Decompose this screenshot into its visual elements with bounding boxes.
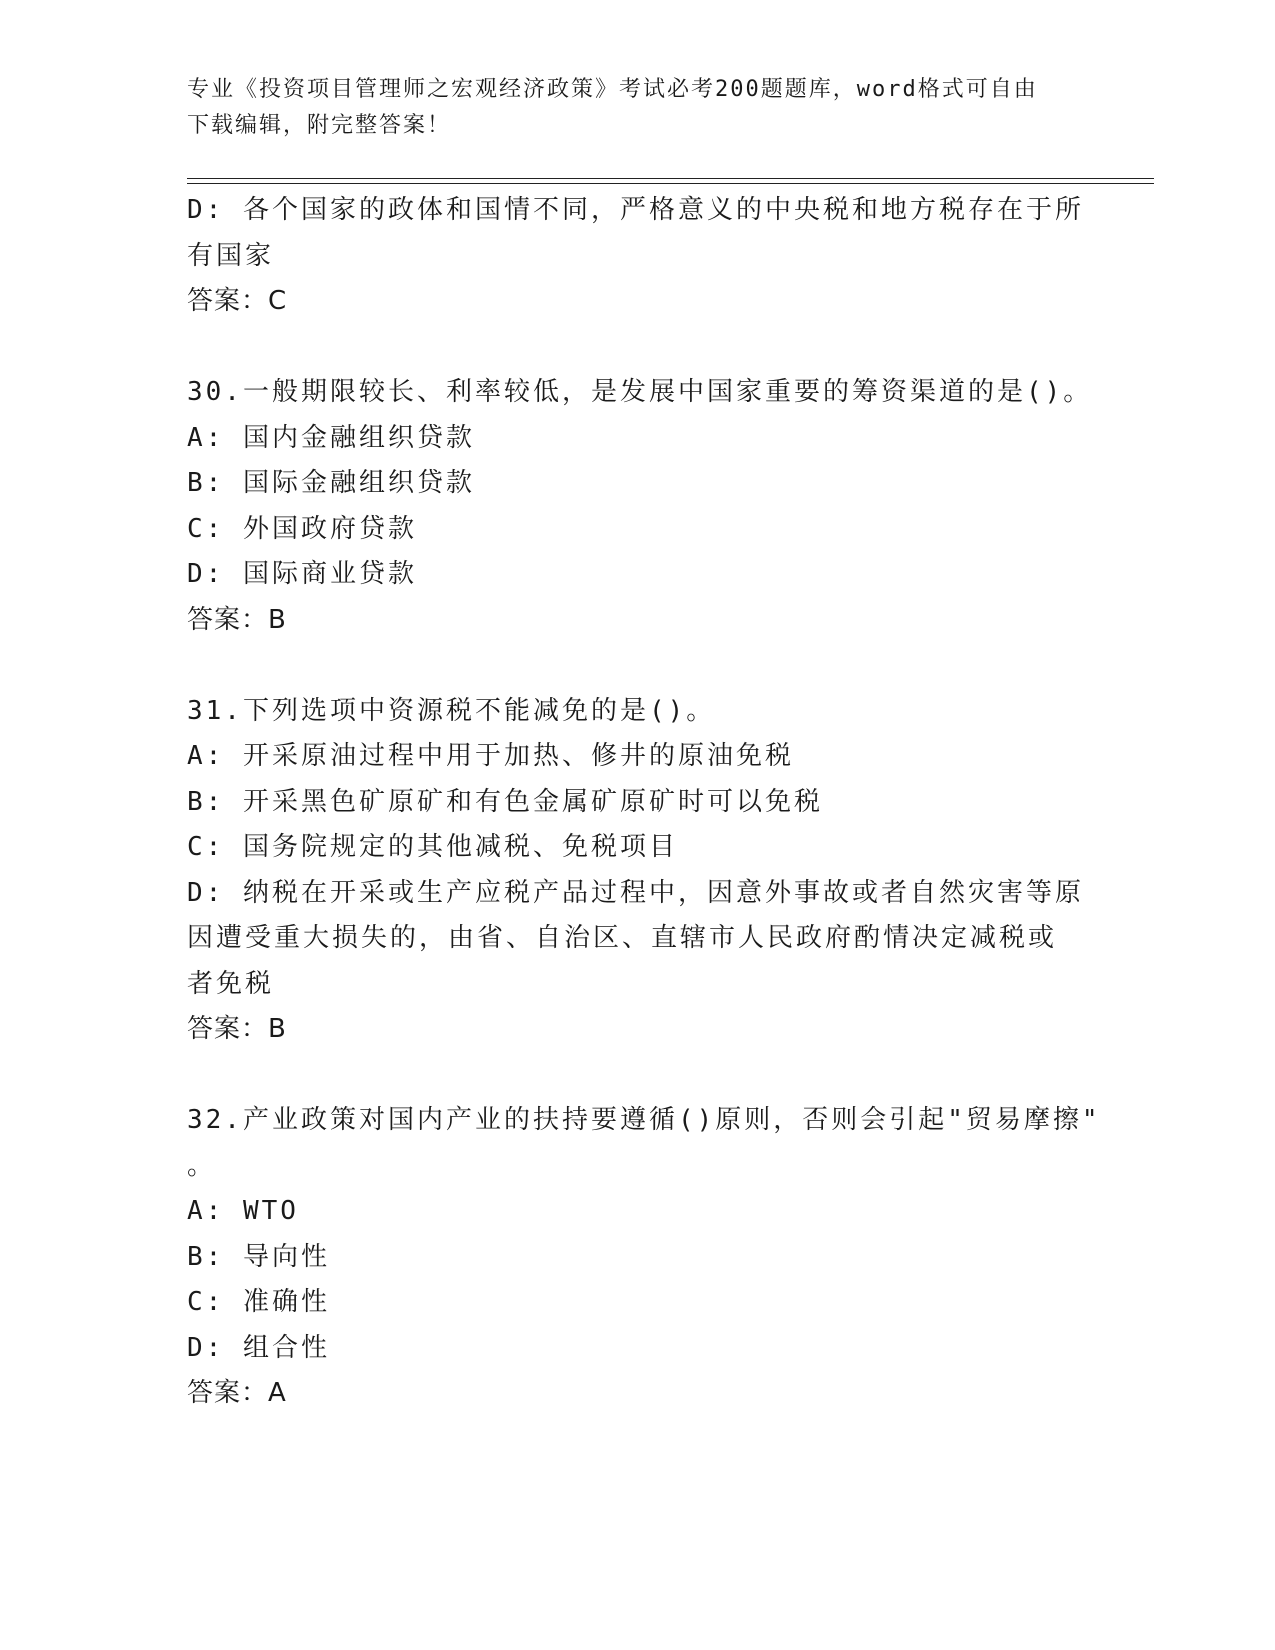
option-d-line: 有国家 bbox=[187, 240, 275, 271]
header-line-2: 下载编辑，附完整答案！ bbox=[187, 113, 452, 138]
header-line-1: 专业《投资项目管理师之宏观经济政策》考试必考200题题库，word格式可自由 bbox=[187, 77, 1038, 102]
answer-label: 答案：B bbox=[187, 1014, 287, 1044]
option-a: A: 国内金融组织贷款 bbox=[187, 422, 475, 453]
answer-label: 答案：A bbox=[187, 1378, 287, 1408]
question-block-31 bbox=[187, 689, 1087, 1053]
option-c: C: 外国政府贷款 bbox=[187, 513, 417, 544]
option-d: D: 纳税在开采或生产应税产品过程中，因意外事故或者自然灾害等原 bbox=[187, 877, 1084, 908]
option-d-line: D: 各个国家的政体和国情不同，严格意义的中央税和地方税存在于所 bbox=[187, 195, 1084, 225]
question-block-30 bbox=[187, 370, 1093, 643]
spacer bbox=[187, 325, 1087, 371]
previous-question-tail bbox=[187, 188, 1087, 325]
question-stem-continuation: 。 bbox=[187, 1150, 217, 1181]
question-list bbox=[187, 188, 1101, 1417]
option-d-continuation: 因遭受重大损失的，由省、自治区、直辖市人民政府酌情决定减税或 bbox=[187, 923, 1058, 953]
option-b: B: 国际金融组织贷款 bbox=[187, 468, 475, 498]
option-d-continuation: 者免税 bbox=[187, 968, 275, 999]
option-b: B: 导向性 bbox=[187, 1241, 330, 1272]
option-b: B: 开采黑色矿原矿和有色金属矿原矿时可以免税 bbox=[187, 786, 823, 817]
option-d: D: 国际商业贷款 bbox=[187, 559, 417, 589]
option-c: C: 准确性 bbox=[187, 1287, 330, 1317]
question-stem: 30.一般期限较长、利率较低，是发展中国家重要的筹资渠道的是()。 bbox=[187, 377, 1093, 407]
spacer bbox=[187, 643, 1087, 689]
header-divider-top bbox=[187, 178, 1154, 179]
option-a: A: 开采原油过程中用于加热、修井的原油免税 bbox=[187, 741, 794, 771]
answer-label: 答案：C bbox=[187, 286, 288, 316]
option-a: A: WTO bbox=[187, 1196, 299, 1226]
option-d: D: 组合性 bbox=[187, 1332, 330, 1363]
question-stem: 32.产业政策对国内产业的扶持要遵循()原则，否则会引起"贸易摩擦" bbox=[187, 1105, 1101, 1135]
option-c: C: 国务院规定的其他减税、免税项目 bbox=[187, 832, 678, 862]
question-stem: 31.下列选项中资源税不能减免的是()。 bbox=[187, 695, 716, 726]
answer-label: 答案：B bbox=[187, 604, 287, 635]
document-header bbox=[187, 72, 1067, 144]
spacer bbox=[187, 1053, 1087, 1099]
header-divider-bottom bbox=[187, 183, 1154, 184]
question-block-32 bbox=[187, 1098, 1101, 1417]
